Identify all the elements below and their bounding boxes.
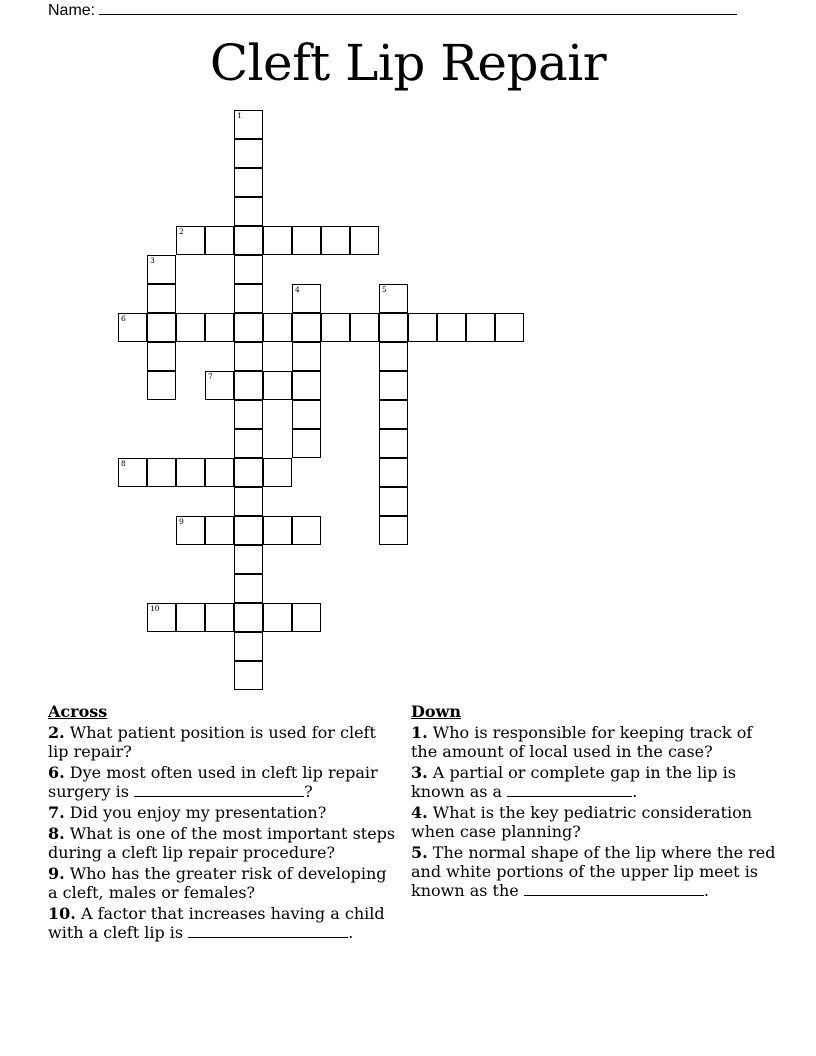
grid-cell[interactable] [205, 603, 234, 632]
grid-cell[interactable] [350, 313, 379, 342]
down-clue [411, 723, 781, 761]
clue-number: 4 [295, 285, 300, 294]
clue-number-label: 5. [411, 843, 428, 862]
clue-number: 7 [208, 372, 213, 381]
grid-cell[interactable] [234, 574, 263, 603]
grid-cell[interactable] [234, 110, 263, 139]
grid-cell[interactable] [205, 371, 234, 400]
clue-punctuation: . [703, 881, 709, 900]
grid-cell[interactable] [205, 226, 234, 255]
grid-cell[interactable] [379, 458, 408, 487]
grid-cell[interactable] [147, 284, 176, 313]
clue-number: 5 [382, 285, 387, 294]
across-clue [48, 723, 400, 761]
clue-text: What is the key pediatric consideration when case planning? [411, 803, 753, 841]
grid-cell[interactable] [292, 313, 321, 342]
grid-cell[interactable] [176, 458, 205, 487]
grid-cell[interactable] [408, 313, 437, 342]
grid-cell[interactable] [147, 342, 176, 371]
grid-cell[interactable] [147, 313, 176, 342]
grid-cell[interactable] [292, 284, 321, 313]
grid-cell[interactable] [379, 371, 408, 400]
grid-cell[interactable] [234, 226, 263, 255]
clue-text: What patient position is used for cleft lip repair? [48, 723, 376, 761]
across-heading: Across [48, 702, 108, 721]
grid-cell[interactable] [292, 516, 321, 545]
across-clues [48, 702, 400, 944]
grid-cell[interactable] [234, 371, 263, 400]
grid-cell[interactable] [263, 516, 292, 545]
grid-cell[interactable] [437, 313, 466, 342]
clue-number: 8 [121, 459, 126, 468]
grid-cell[interactable] [205, 458, 234, 487]
grid-cell[interactable] [205, 516, 234, 545]
grid-cell[interactable] [466, 313, 495, 342]
answer-blank [188, 924, 348, 938]
grid-cell[interactable] [292, 371, 321, 400]
grid-cell[interactable] [234, 458, 263, 487]
grid-cell[interactable] [234, 400, 263, 429]
grid-cell[interactable] [176, 603, 205, 632]
clue-number: 10 [150, 604, 160, 613]
grid-cell[interactable] [263, 458, 292, 487]
grid-cell[interactable] [118, 313, 147, 342]
clue-number: 3 [150, 256, 155, 265]
clue-number-label: 8. [48, 824, 65, 843]
grid-cell[interactable] [379, 313, 408, 342]
clue-text: The normal shape of the lip where the red and white portions of the upper lip meet is known as the [411, 843, 776, 900]
clue-punctuation: . [348, 923, 354, 942]
grid-cell[interactable] [234, 661, 263, 690]
grid-cell[interactable] [292, 429, 321, 458]
grid-cell[interactable] [292, 400, 321, 429]
grid-cell[interactable] [176, 226, 205, 255]
clue-number-label: 10. [48, 904, 76, 923]
clue-number-label: 7. [48, 803, 65, 822]
down-clue [411, 803, 781, 841]
clue-text: A factor that increases having a child with a cleft lip is [48, 904, 385, 942]
grid-cell[interactable] [292, 603, 321, 632]
grid-cell[interactable] [176, 313, 205, 342]
page-title: Cleft Lip Repair [209, 34, 607, 92]
across-clue [48, 824, 400, 862]
clue-punctuation: . [632, 782, 638, 801]
grid-cell[interactable] [379, 487, 408, 516]
grid-cell[interactable] [234, 516, 263, 545]
clue-number-label: 4. [411, 803, 428, 822]
down-heading: Down [411, 702, 461, 721]
answer-blank [524, 882, 704, 896]
grid-cell[interactable] [379, 400, 408, 429]
clue-text: Who has the greater risk of developing a cleft, males or females? [48, 864, 387, 902]
clue-number: 2 [179, 227, 184, 236]
grid-cell[interactable] [234, 139, 263, 168]
grid-cell[interactable] [176, 516, 205, 545]
grid-cell[interactable] [321, 313, 350, 342]
grid-cell[interactable] [234, 284, 263, 313]
grid-cell[interactable] [321, 226, 350, 255]
across-clue [48, 864, 400, 902]
grid-cell[interactable] [495, 313, 524, 342]
grid-cell[interactable] [234, 342, 263, 371]
grid-cell[interactable] [147, 371, 176, 400]
grid-cell[interactable] [234, 603, 263, 632]
clue-number: 9 [179, 517, 184, 526]
grid-cell[interactable] [379, 284, 408, 313]
grid-cell[interactable] [379, 516, 408, 545]
answer-blank [507, 783, 632, 797]
grid-cell[interactable] [147, 458, 176, 487]
down-clues [411, 702, 781, 902]
grid-cell[interactable] [234, 632, 263, 661]
clue-number: 1 [237, 111, 242, 120]
grid-cell[interactable] [234, 545, 263, 574]
grid-cell[interactable] [263, 313, 292, 342]
grid-cell[interactable] [147, 255, 176, 284]
clue-number-label: 1. [411, 723, 428, 742]
clue-text: Who is responsible for keeping track of the amount of local used in the case? [411, 723, 753, 761]
across-clue [48, 763, 400, 801]
clue-text: A partial or complete gap in the lip is known as a [411, 763, 736, 801]
answer-blank [134, 783, 304, 797]
grid-cell[interactable] [263, 603, 292, 632]
grid-cell[interactable] [292, 226, 321, 255]
clue-number: 6 [121, 314, 126, 323]
name-label: Name: [48, 2, 96, 19]
grid-cell[interactable] [263, 371, 292, 400]
grid-cell[interactable] [147, 603, 176, 632]
clue-number-label: 3. [411, 763, 428, 782]
clue-text: Did you enjoy my presentation? [69, 803, 327, 822]
grid-cell[interactable] [234, 168, 263, 197]
grid-cell[interactable] [118, 458, 147, 487]
grid-cell[interactable] [379, 342, 408, 371]
grid-cell[interactable] [350, 226, 379, 255]
across-clue [48, 803, 400, 822]
clue-text: Dye most often used in cleft lip repair surgery is [48, 763, 378, 801]
grid-cell[interactable] [205, 313, 234, 342]
clue-number-label: 6. [48, 763, 65, 782]
down-clue [411, 763, 781, 801]
grid-cell[interactable] [379, 429, 408, 458]
grid-cell[interactable] [234, 255, 263, 284]
grid-cell[interactable] [292, 342, 321, 371]
across-clue [48, 904, 400, 942]
clue-punctuation: ? [304, 782, 313, 801]
grid-cell[interactable] [263, 226, 292, 255]
clue-number-label: 2. [48, 723, 65, 742]
clue-number-label: 9. [48, 864, 65, 883]
grid-cell[interactable] [234, 429, 263, 458]
grid-cell[interactable] [234, 487, 263, 516]
grid-cell[interactable] [234, 313, 263, 342]
grid-cell[interactable] [234, 197, 263, 226]
down-clue [411, 843, 781, 900]
clue-text: What is one of the most important steps during a cleft lip repair procedure? [48, 824, 396, 862]
